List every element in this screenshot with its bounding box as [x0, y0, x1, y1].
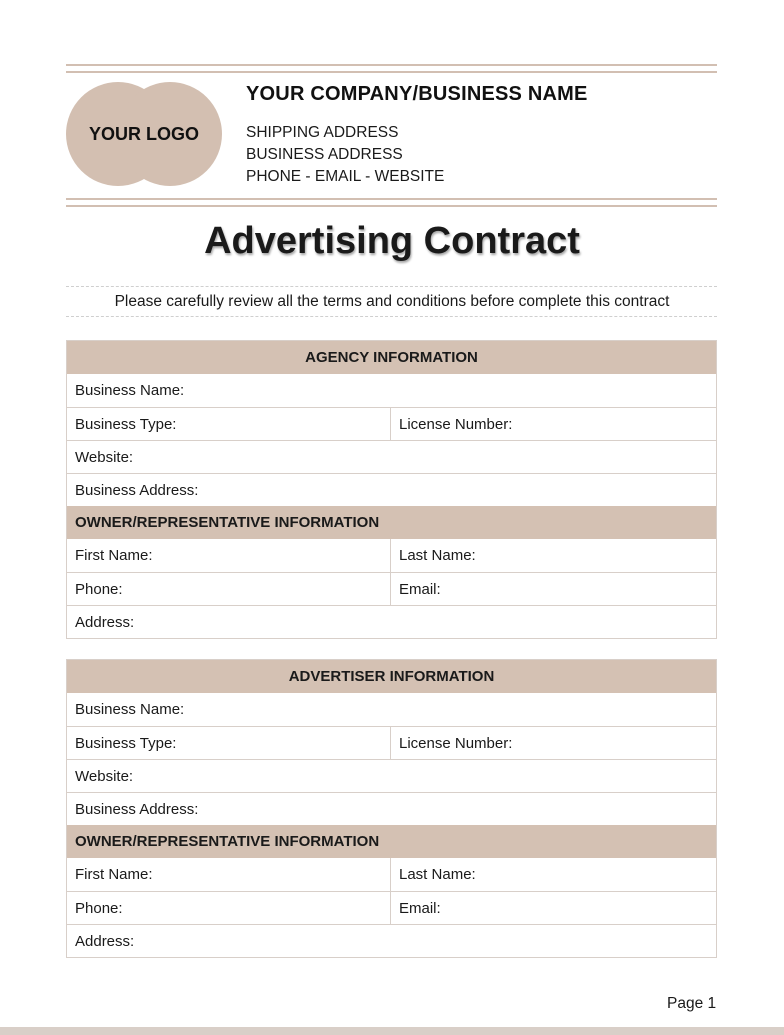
agency-section-title: AGENCY INFORMATION	[305, 349, 478, 366]
advertiser-owner-title: OWNER/REPRESENTATIVE INFORMATION	[75, 833, 380, 850]
business-address: BUSINESS ADDRESS	[246, 146, 403, 163]
agency-business-type-field[interactable]: Business Type:	[67, 408, 391, 440]
agency-website-field[interactable]: Website:	[75, 448, 134, 466]
notice-top-divider	[66, 286, 717, 287]
document-title: Advertising Contract	[204, 220, 580, 262]
agency-name-row	[67, 539, 716, 572]
notice-text: Please carefully review all the terms and conditions before complete this contract	[114, 293, 670, 310]
advertiser-information-table	[66, 659, 717, 958]
agency-website-row	[67, 440, 716, 473]
agency-owner-header	[67, 506, 716, 539]
advertiser-owner-header	[67, 825, 716, 858]
advertiser-business-type-field[interactable]: Business Type:	[67, 727, 391, 759]
advertiser-last-name-field[interactable]: Last Name:	[399, 866, 476, 883]
advertiser-website-row	[67, 759, 716, 792]
agency-address-field[interactable]: Address:	[75, 613, 135, 631]
advertiser-email-field[interactable]: Email:	[399, 899, 441, 917]
advertiser-section-header	[67, 660, 716, 693]
shipping-address: SHIPPING ADDRESS	[246, 124, 399, 141]
agency-first-name-field[interactable]: First Name:	[67, 539, 391, 572]
agency-phone-field[interactable]: Phone:	[67, 573, 391, 605]
advertiser-first-name-field[interactable]: First Name:	[67, 858, 391, 891]
contact-line: PHONE - EMAIL - WEBSITE	[246, 168, 445, 185]
page-number: Page 1	[667, 995, 717, 1012]
agency-business-address-row	[67, 473, 716, 506]
agency-business-name-row	[67, 374, 716, 407]
top-double-rule	[66, 64, 717, 73]
agency-type-license-row	[67, 407, 716, 440]
advertiser-business-name-field[interactable]: Business Name:	[75, 701, 185, 718]
advertiser-business-address-field[interactable]: Business Address:	[75, 800, 199, 818]
notice-bottom-divider	[66, 316, 717, 317]
agency-contact-row	[67, 572, 716, 605]
advertiser-business-name-row	[67, 693, 716, 726]
agency-owner-title: OWNER/REPRESENTATIVE INFORMATION	[75, 514, 380, 531]
advertiser-website-field[interactable]: Website:	[75, 767, 134, 785]
advertiser-contact-row	[67, 891, 716, 924]
agency-last-name-field[interactable]: Last Name:	[399, 547, 476, 564]
advertiser-type-license-row	[67, 726, 716, 759]
advertiser-name-row	[67, 858, 716, 891]
agency-business-address-field[interactable]: Business Address:	[75, 481, 199, 499]
agency-license-number-field[interactable]: License Number:	[399, 415, 513, 433]
company-name: YOUR COMPANY/BUSINESS NAME	[246, 83, 588, 105]
agency-information-table	[66, 340, 717, 639]
agency-business-name-field[interactable]: Business Name:	[75, 382, 185, 399]
advertiser-address-row	[67, 924, 716, 957]
advertiser-phone-field[interactable]: Phone:	[67, 892, 391, 924]
logo	[66, 82, 222, 186]
advertiser-license-number-field[interactable]: License Number:	[399, 734, 513, 752]
advertiser-section-title: ADVERTISER INFORMATION	[288, 668, 495, 685]
agency-email-field[interactable]: Email:	[399, 580, 441, 598]
advertiser-business-address-row	[67, 792, 716, 825]
agency-section-header	[67, 341, 716, 374]
logo-text: YOUR LOGO	[88, 123, 199, 144]
agency-address-row	[67, 605, 716, 638]
advertiser-address-field[interactable]: Address:	[75, 932, 135, 950]
header-bottom-double-rule	[66, 198, 717, 207]
footer-bar	[0, 1027, 784, 1035]
